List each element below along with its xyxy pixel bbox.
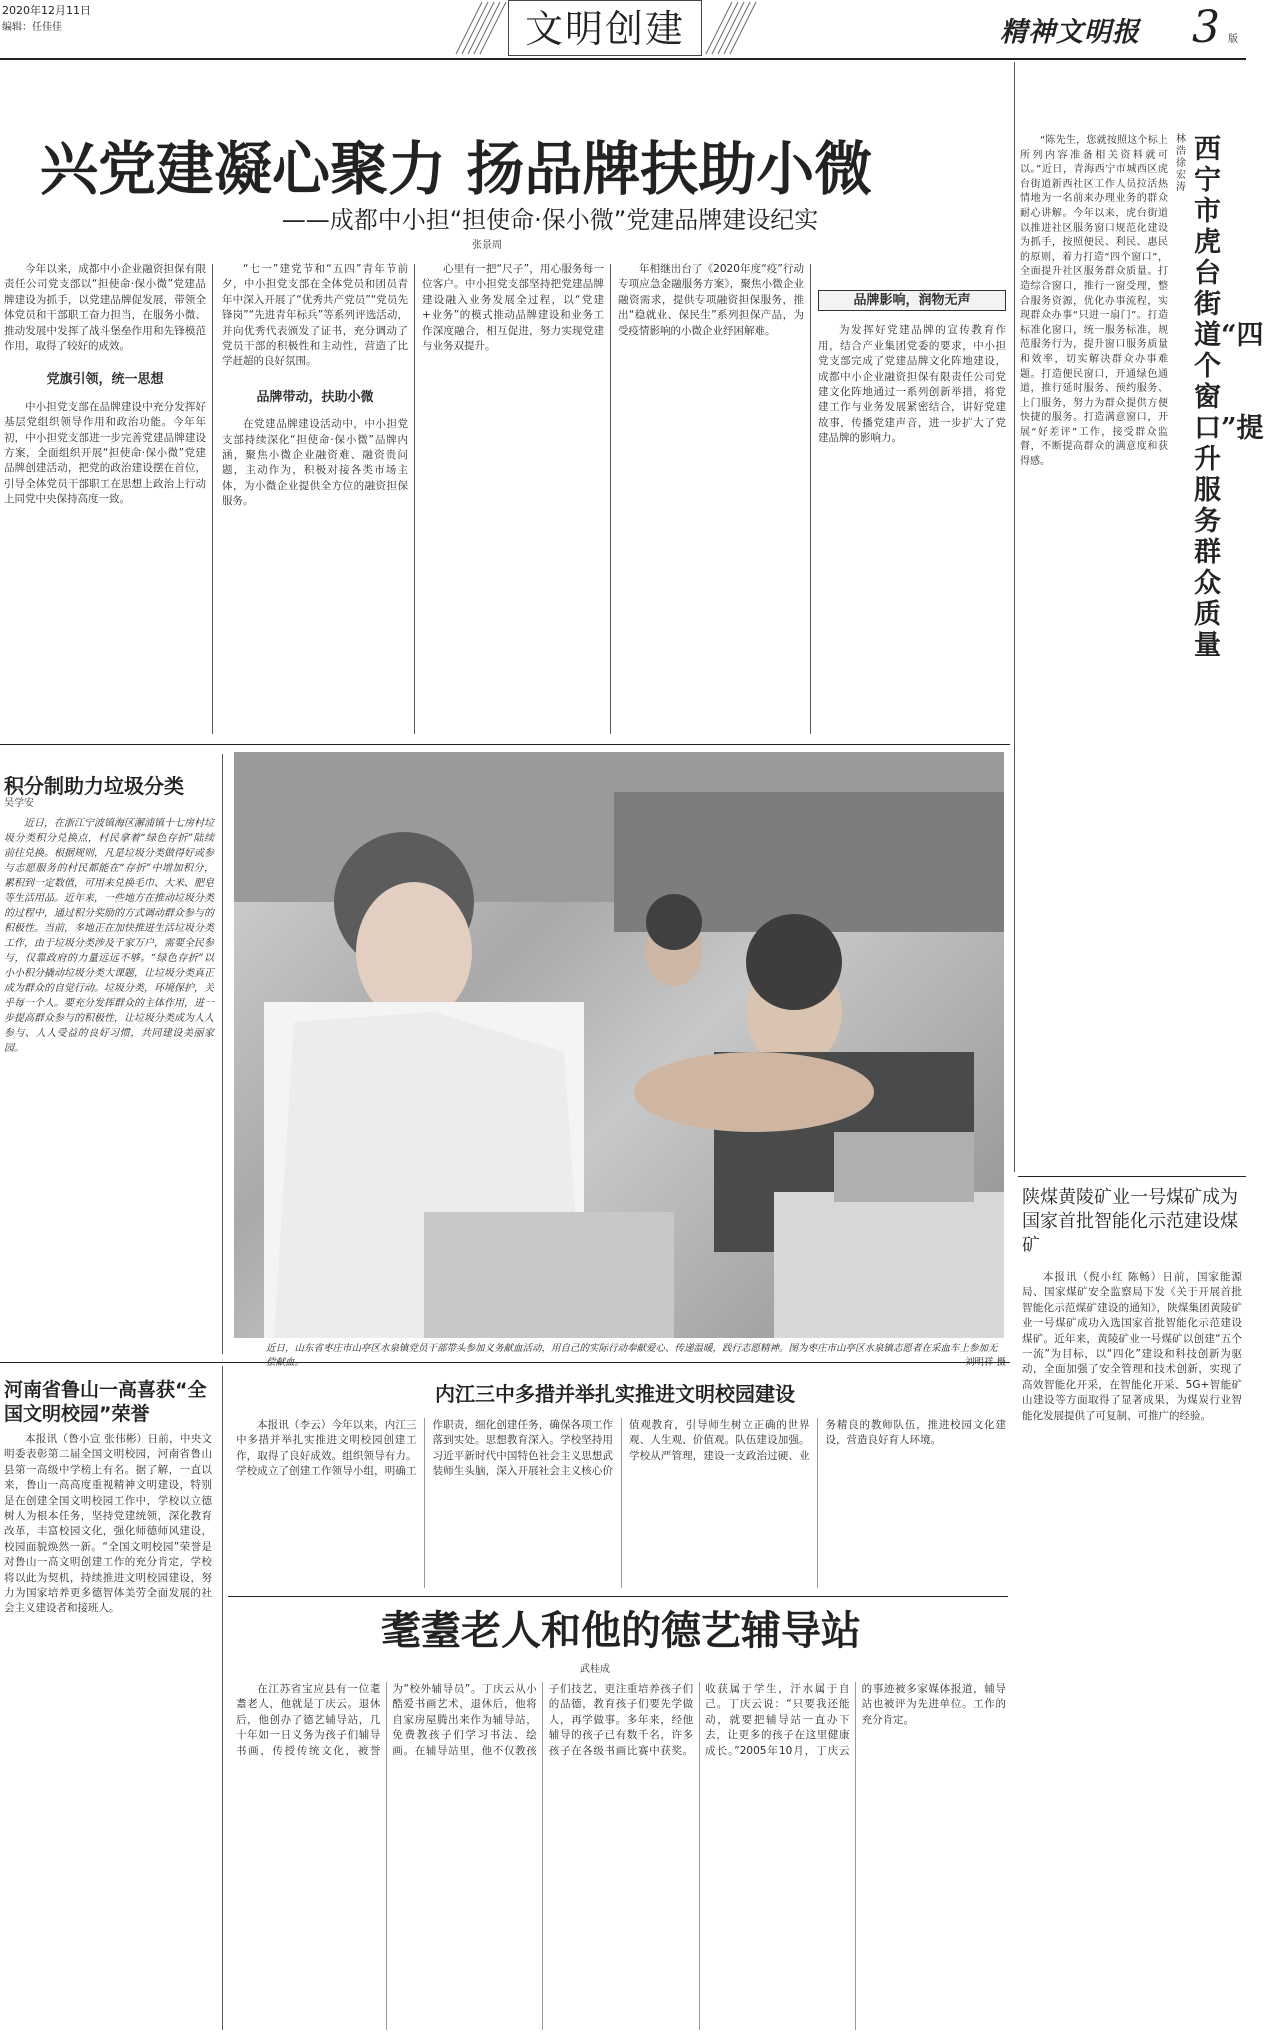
right-story-text: “陈先生，您就按照这个标上所列内容准备相关资料就可以。”近日，青海西宁市城西区虎台街道新西社区工作人员拉活热情地为一名前来办理业务的群众耐心讲解。今年以来，虎台街道以推进社区服务窗口规范化建设为抓手，按照便民、利民、惠民的原则，着力打造“四个窗口”，全面提升社区服务群众质量。打造综合窗口，推行一窗受理，整合服务资源，优化办事流程，实现群众办事“只进一扇门”。打造标准化窗口，统一服务标准，规范服务行为，提升窗口服务质量和效率，切实解决群众办事难题。打造便民窗口，开通绿色通道，推行延时服务、预约服务、上门服务，努力为群众提供方便快捷的服务。打造满意窗口，开展“好差评”工作，接受群众监督，不断提高群众的满意度和获得感。 bbox=[1020, 135, 1168, 468]
issue-date: 2020年12月11日 bbox=[2, 4, 91, 17]
sidebar-divider bbox=[1014, 62, 1015, 1172]
right-story-headline: 西宁市虎台街道“四个窗口”提升服务群众质量 bbox=[1194, 134, 1264, 661]
lead-column-3-text: 心里有一把“尺子”，用心服务每一位客户。中小担党支部坚持把党建品牌建设融入业务发展全过程，以“党建+业务”的模式推动品牌建设和业务工作深度融合，相互促进，努力实现党建与业务双提升。 bbox=[422, 263, 604, 353]
henan-story-column bbox=[4, 1432, 212, 2030]
lead-subhead: ——成都中小担“担使命·保小微”党建品牌建设纪实 bbox=[281, 206, 819, 234]
photo-caption bbox=[266, 1342, 1006, 1370]
divider bbox=[212, 264, 213, 734]
lead-intro: 今年以来，成都中小企业融资担保有限责任公司党支部以“担使命·保小微”党建品牌建设为抓手，以党建品牌促发展，带领全体党员和干部职工奋力担当，在服务小微、推动发展中发挥了战斗堡垒作用和先锋模范作用，取得了较好的成效。 bbox=[4, 263, 206, 353]
right-story-text-column bbox=[1020, 134, 1168, 1168]
divider bbox=[810, 264, 811, 734]
section-rule bbox=[0, 1362, 1010, 1363]
lead-section-3-title: 品牌影响，润物无声 bbox=[818, 290, 1006, 311]
lead-headline: 兴党建凝心聚力 扬品牌扶助小微 bbox=[40, 135, 873, 203]
photo-blood-donation bbox=[234, 752, 1004, 1338]
shaanxi-story-text: 本报讯（倪小红 陈畅）日前，国家能源局、国家煤矿安全监察局下发《关于开展首批智能化示范煤矿建设的通知》，陕煤集团黄陵矿业一号煤矿成功入选国家首批智能化示范建设煤矿。近年来，黄陵矿业一号煤矿以创建“五个一流”为目标，以“四化”建设和科技创新为驱动，全面加强了安全管理和技术创新，实现了高效智能化开采，在智能化开采、5G+智能矿山建设等方面取得了显著成果，为煤炭行业智能化发展提供了可复制、可推广的经验。 bbox=[1022, 1271, 1242, 1422]
photo-credit bbox=[965, 1356, 1006, 1370]
divider bbox=[610, 264, 611, 734]
elder-story-headline: 耄耋老人和他的德艺辅导站 bbox=[381, 1607, 861, 1654]
masthead-rule bbox=[0, 58, 1246, 60]
neijiang-story-headline: 内江三中多措并举扎实推进文明校园建设 bbox=[435, 1382, 795, 1406]
right-story-byline: 林浩 徐宏涛 bbox=[1176, 134, 1186, 193]
section-rule bbox=[228, 1596, 1008, 1597]
lead-section-1-text: 中小担党支部在品牌建设中充分发挥好基层党组织领导作用和政治功能。今年年初，中小担党支部进一步完善党建品牌建设方案，全面组织开展“担使命·保小微”党建品牌创建活动，把党的政治建设摆在首位，引导全体党员干部职工在思想上政治上行动上同党中央保持高度一致。 bbox=[4, 400, 206, 506]
lead-column-4 bbox=[618, 262, 804, 736]
lead-section-3-text: 为发挥好党建品牌的宣传教育作用，结合产业集团党委的要求，中小担党支部完成了党建品牌文化阵地建设，成都中小企业融资担保有限责任公司党建文化阵地通过一系列创新举措，将党建工作与业务发展紧密结合，讲好党建故事，传播党建声音，进一步扩大了党建品牌的影响力。 bbox=[818, 324, 1006, 445]
page-number: 3 bbox=[1192, 2, 1220, 53]
elder-story-text: 在江苏省宝应县有一位耄耋老人，他就是丁庆云。退休后，他创办了德艺辅导站，几十年如一日义务为孩子们辅导书画，传授传统文化，被誉为“校外辅导员”。丁庆云从小酷爱书画艺术，退休后，他将自家房屋腾出来作为辅导站，免费教孩子们学习书法、绘画。在辅导站里，他不仅教孩子们技艺，更注重培养孩子们的品德，教育孩子们要先学做人，再学做事。多年来，经他辅导的孩子已有数千名，许多孩子在各级书画比赛中获奖。收获属于学生，汗水属于自己。丁庆云说：“只要我还能动，就要把辅导站一直办下去，让更多的孩子在这里健康成长。”2005年10月，丁庆云的事迹被多家媒体报道，辅导站也被评为先进单位。工作的充分肯定。 bbox=[236, 1683, 1006, 1757]
henan-story-text: 本报讯（鲁小宣 张伟彬）日前，中央文明委表彰第二届全国文明校园，河南省鲁山县第一高级中学榜上有名。据了解，一直以来，鲁山一高高度重视精神文明建设，特别是在创建全国文明校园工作中，学校以立德树人为根本任务，坚持党建统领，深化教育改革，丰富校园文化，强化师德师风建设，校园面貌焕然一新。“全国文明校园”荣誉是对鲁山一高文明创建工作的充分肯定，学校将以此为契机，持续推进文明校园建设，努力为国家培养更多德智体美劳全面发展的社会主义建设者和接班人。 bbox=[4, 1433, 212, 1615]
lead-column-3 bbox=[422, 262, 604, 736]
left-story-text: 近日，在浙江宁波镇海区澥浦镇十七房村垃圾分类积分兑换点，村民拿着“绿色存折”陆续前往兑换。根据规则，凡是垃圾分类做得好或参与志愿服务的村民都能在“存折”中增加积分，累积到一定数值，可用来兑换毛巾、大米、肥皂等生活用品。近年来，一些地方在推动垃圾分类的过程中，通过积分奖励的方式调动群众参与的积极性。当前，多地正在加快推进生活垃圾分类工作，由于垃圾分类涉及千家万户，需要全民参与，仅靠政府的力量远远不够。“绿色存折”以小小积分撬动垃圾分类大课题，让垃圾分类真正成为群众的自觉行动。垃圾分类，环境保护，关乎每一个人。要充分发挥群众的主体作用，进一步提高群众参与的积极性，让垃圾分类成为人人参与、人人受益的良好习惯，共同建设美丽家园。 bbox=[4, 818, 214, 1054]
lead-section-2-title: 品牌带动，扶助小微 bbox=[256, 389, 374, 405]
editor-credit: 编辑：任佳佳 bbox=[2, 22, 62, 33]
lead-column-5 bbox=[818, 262, 1006, 736]
lead-column-2 bbox=[222, 262, 408, 736]
lead-column-1 bbox=[4, 262, 206, 736]
henan-story-headline: 河南省鲁山一高喜获“全国文明校园”荣誉 bbox=[4, 1379, 207, 1425]
elder-story-column bbox=[236, 1682, 1006, 2030]
section-title: 文明创建 bbox=[508, 0, 702, 56]
shaanxi-story-headline: 陕煤黄陵矿业一号煤矿成为国家首批智能化示范建设煤矿 bbox=[1022, 1187, 1238, 1256]
neijiang-story-column bbox=[236, 1418, 1006, 1588]
masthead-decoration-right bbox=[702, 0, 760, 56]
divider bbox=[222, 1366, 223, 2030]
left-story-headline: 积分制助力垃圾分类 bbox=[4, 774, 184, 798]
section-rule bbox=[0, 744, 1010, 745]
left-story-column bbox=[4, 816, 214, 1352]
lead-byline: 张景周 bbox=[472, 240, 502, 251]
divider bbox=[222, 754, 223, 1354]
lead-section-1-title: 党旗引领，统一思想 bbox=[46, 372, 164, 388]
divider bbox=[414, 264, 415, 734]
lead-section-2-text: 在党建品牌建设活动中，中小担党支部持续深化“担使命·保小微”品牌内涵，聚焦小微企业融资难、融资贵问题，主动作为，积极对接各类市场主体，为小微企业提供全方位的融资担保服务。 bbox=[222, 418, 408, 508]
neijiang-story-text: 本报讯（李云）今年以来，内江三中多措并举扎实推进文明校园创建工作，取得了良好成效。组织领导有力。学校成立了创建工作领导小组，明确工作职责，细化创建任务，确保各项工作落到实处。思想教育深入。学校坚持用习近平新时代中国特色社会主义思想武装师生头脑，深入开展社会主义核心价值观教育，引导师生树立正确的世界观、人生观、价值观。队伍建设加强。学校从严管理，建设一支政治过硬、业务精良的教师队伍，推进校园文化建设，营造良好育人环境。 bbox=[236, 1419, 1006, 1478]
masthead-decoration-left bbox=[452, 0, 510, 56]
elder-story-byline: 武桂成 bbox=[580, 1664, 610, 1675]
photo-caption-text: 近日，山东省枣庄市山亭区水泉镇党员干部带头参加义务献血活动，用自己的实际行动奉献爱心、传递温暖，践行志愿精神。图为枣庄市山亭区水泉镇志愿者在采血车上参加无 bbox=[266, 1343, 998, 1354]
lead-column-4-text: 年相继出台了《2020年度“疫”行动专项应急金融服务方案》，聚焦小微企业融资需求，提供专项融资担保服务，推出“稳就业、保民生”系列担保产品，为受疫情影响的小微企业纾困解难。 bbox=[618, 263, 804, 337]
lead-column-2-text: “七一”建党节和“五四”青年节前夕，中小担党支部在全体党员和团员青年中深入开展了“优秀共产党员”“党员先锋岗”“先进青年标兵”等系列评选活动，并向优秀代表颁发了证书，充分调动了党员干部的积极性和主动性，营造了比学赶超的良好氛围。 bbox=[222, 263, 408, 368]
page-suffix: 版 bbox=[1228, 34, 1238, 45]
photo-scene bbox=[234, 752, 1004, 1338]
section-rule bbox=[1018, 1176, 1246, 1177]
paper-logo: 精神文明报 bbox=[1000, 17, 1140, 48]
masthead bbox=[0, 0, 1246, 58]
left-story-byline: 吴学安 bbox=[4, 798, 34, 809]
shaanxi-story-column bbox=[1022, 1270, 1242, 2030]
